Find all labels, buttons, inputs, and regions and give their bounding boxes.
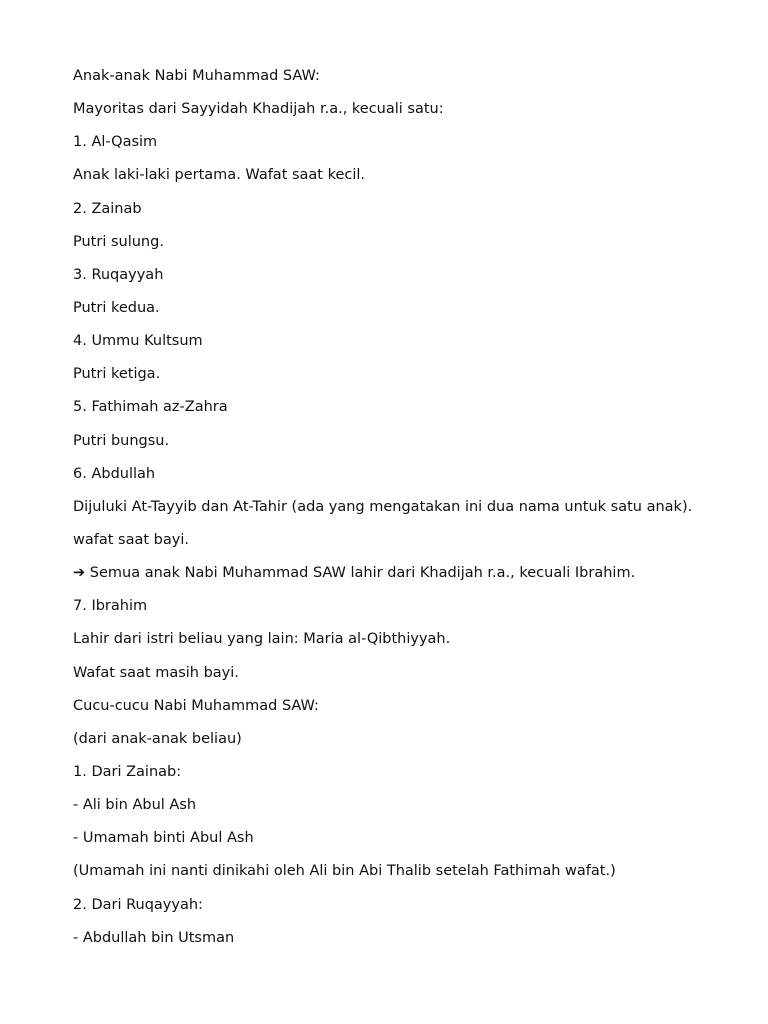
- document-line-arrow-note: ➔ Semua anak Nabi Muhammad SAW lahir dari Khadijah r.a., kecuali Ibrahim.: [73, 565, 636, 582]
- document-line: 7. Ibrahim: [73, 598, 148, 615]
- document-line: 3. Ruqayyah: [73, 266, 164, 283]
- document-line: - Abdullah bin Utsman: [73, 929, 235, 946]
- document-line: Wafat saat masih bayi.: [73, 664, 239, 681]
- document-line: 4. Ummu Kultsum: [73, 333, 203, 350]
- document-line: 2. Zainab: [73, 200, 142, 217]
- document-line: 6. Abdullah: [73, 465, 156, 482]
- document-body: [73, 67, 733, 962]
- document-line: 1. Al-Qasim: [73, 134, 158, 151]
- document-heading-children: Anak-anak Nabi Muhammad SAW:: [73, 68, 320, 84]
- document-line: 1. Dari Zainab:: [73, 763, 182, 780]
- document-line: Lahir dari istri beliau yang lain: Maria al-Qibthiyyah.: [73, 631, 451, 648]
- document-line: Putri bungsu.: [73, 432, 170, 449]
- document-line: Dijuluki At-Tayyib dan At-Tahir (ada yang mengatakan ini dua nama untuk satu anak).: [73, 498, 693, 515]
- document-line: Anak laki-laki pertama. Wafat saat kecil.: [73, 167, 366, 184]
- document-line: (dari anak-anak beliau): [73, 730, 242, 747]
- document-line: Putri ketiga.: [73, 366, 161, 383]
- document-line: - Ali bin Abul Ash: [73, 797, 197, 814]
- document-line: wafat saat bayi.: [73, 531, 189, 548]
- document-line: - Umamah binti Abul Ash: [73, 830, 254, 847]
- document-line: Mayoritas dari Sayyidah Khadijah r.a., kecuali satu:: [73, 101, 444, 118]
- document-line: 2. Dari Ruqayyah:: [73, 896, 203, 913]
- document-line: Putri sulung.: [73, 233, 164, 250]
- document-heading-grandchildren: Cucu-cucu Nabi Muhammad SAW:: [73, 697, 319, 714]
- document-line: 5. Fathimah az-Zahra: [73, 399, 228, 416]
- document-line: (Umamah ini nanti dinikahi oleh Ali bin Abi Thalib setelah Fathimah wafat.): [73, 863, 616, 880]
- document-line: Putri kedua.: [73, 299, 160, 316]
